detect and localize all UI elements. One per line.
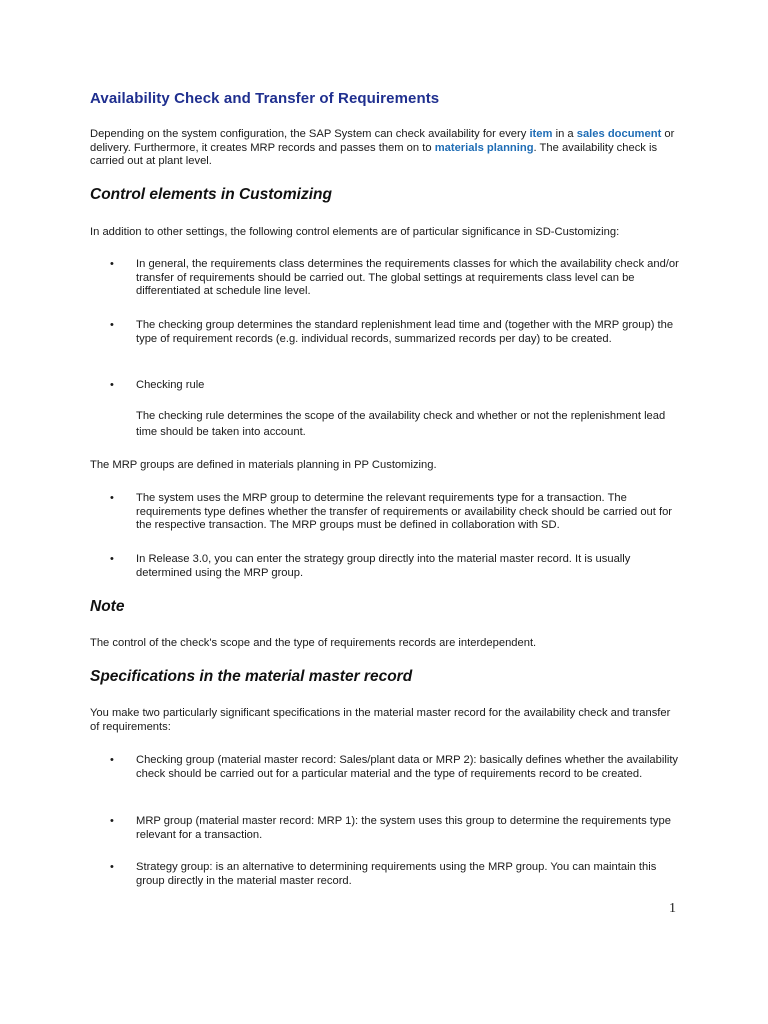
control-elements-intro: In addition to other settings, the following control elements are of particular significance in SD-Customizing: (90, 226, 620, 238)
control-elements-heading: Control elements in Customizing (90, 186, 332, 203)
intro-text-3: or delivery. Furthermore, it creates MRP records and passes them on to (90, 128, 675, 154)
bullet-icon: • (110, 861, 114, 873)
specifications-heading: Specifications in the material master record (90, 668, 413, 685)
materials-planning-link[interactable]: materials planning (434, 141, 534, 154)
list-item-text: In Release 3.0, you can enter the strategy group directly into the material master record. It is usually determined using the MRP group. (136, 553, 631, 579)
page-title: Availability Check and Transfer of Requirements (90, 90, 440, 107)
list-item (110, 861, 680, 888)
list-item (110, 319, 680, 346)
bullet-icon: • (110, 815, 114, 827)
bullet-icon: • (110, 754, 114, 766)
list-item-text: Checking group (material master record: Sales/plant data or MRP 2): basically defines whether the availability check should be carried out for a particular material and the type of requirements record to be created. (136, 754, 679, 780)
list-item (110, 258, 680, 299)
bullet-icon: • (110, 553, 114, 565)
item-link[interactable]: item (529, 128, 553, 140)
intro-text-2: in a (552, 128, 577, 140)
mrp-groups-intro: The MRP groups are defined in materials planning in PP Customizing. (90, 459, 437, 471)
list-item (110, 379, 680, 393)
list-item-text: The system uses the MRP group to determine the relevant requirements type for a transaction. The requirements type defines whether the transfer of requirements or availability check should be carried out for the respective transaction. The MRP groups must be defined in collaboration with SD. (136, 492, 673, 531)
page-number: 1 (669, 901, 676, 916)
intro-paragraph (90, 128, 680, 169)
intro-text-1: Depending on the system configuration, the SAP System can check availability for every (90, 128, 530, 140)
list-item-text: Checking rule (136, 379, 205, 391)
list-item-text: MRP group (material master record: MRP 1): the system uses this group to determine the requirements type relevant for a transaction. (136, 815, 671, 841)
note-text: The control of the check's scope and the type of requirements records are interdependent. (90, 637, 537, 649)
bullet-icon: • (110, 258, 114, 270)
list-item (110, 754, 680, 781)
bullet-icon: • (110, 319, 114, 331)
bullet-icon: • (110, 379, 114, 391)
list-item-text: The checking group determines the standard replenishment lead time and (together with the MRP group) the type of requirement records (e.g. individual records, summarized records per day) to be created. (136, 319, 674, 345)
specifications-intro: You make two particularly significant specifications in the material master record for the availability check and transfer of requirements: (90, 707, 671, 733)
list-item (110, 815, 680, 842)
sales-document-link[interactable]: sales document (576, 128, 662, 140)
checking-rule-description: The checking rule determines the scope of the availability check and whether or not the replenishment lead time should be taken into account. (136, 410, 666, 438)
list-item (110, 492, 680, 533)
list-item-text: In general, the requirements class determines the requirements classes for which the availability check and/or transfer of requirements should be carried out. The global settings at requirements class level can be differentiated at schedule line level. (136, 258, 679, 297)
list-item (110, 553, 680, 580)
note-heading: Note (90, 598, 125, 615)
intro-text-4: . The availability check is carried out at plant level. (90, 141, 658, 167)
list-item-text: Strategy group: is an alternative to determining requirements using the MRP group. You can maintain this group directly in the material master record. (136, 861, 657, 887)
bullet-icon: • (110, 492, 114, 504)
